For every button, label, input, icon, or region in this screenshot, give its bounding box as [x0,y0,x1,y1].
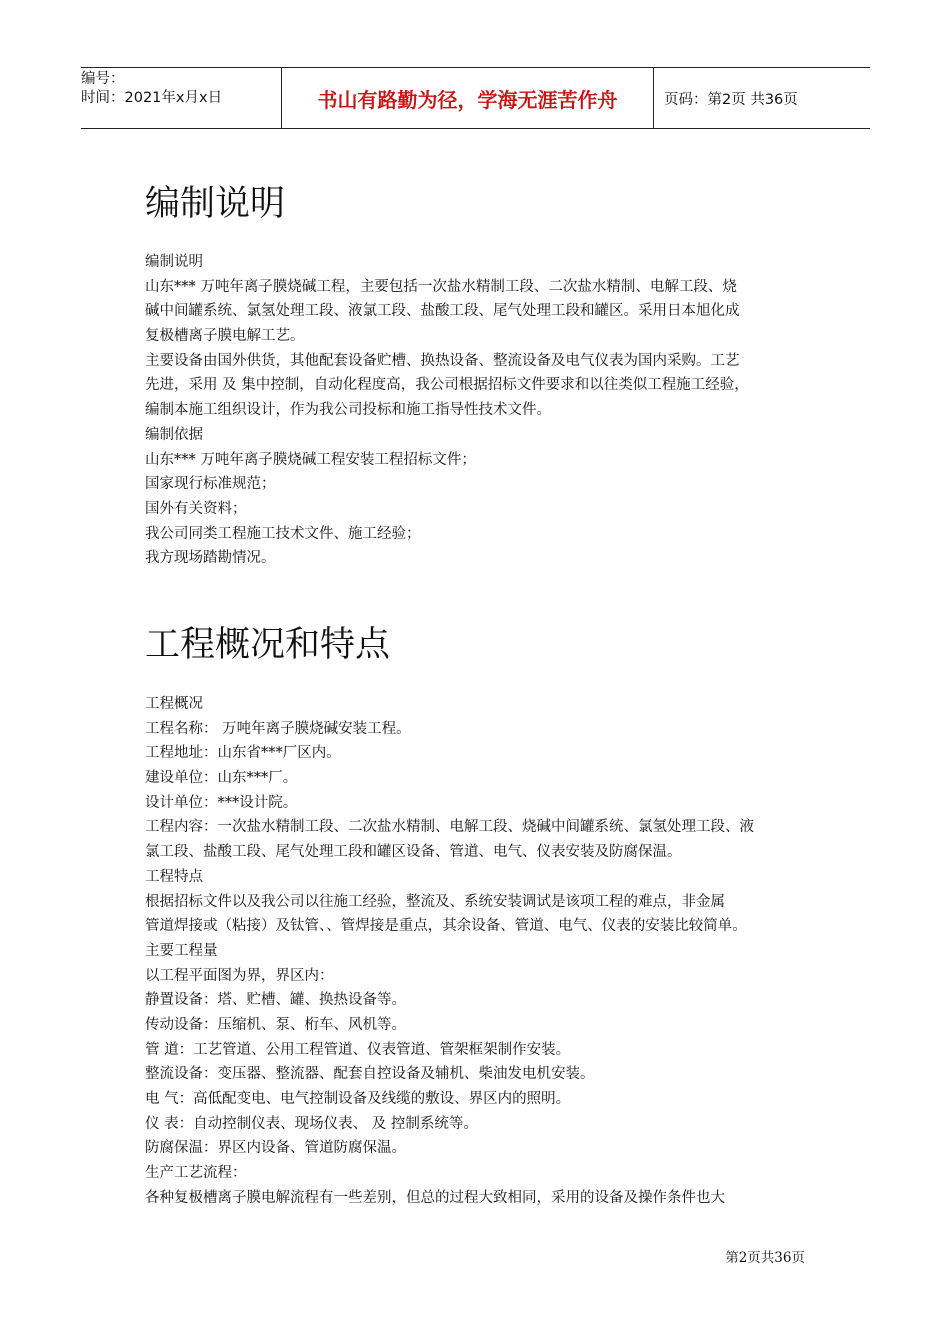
text-line: 整流设备：变压器、整流器、配套自控设备及辅机、柴油发电机安装。 [145,1066,595,1083]
document-time-label: 时间：2021年x月x日 [81,90,223,106]
text-line: 主要工程量 [145,942,218,959]
text-line: 建设单位：山东***厂。 [145,770,298,787]
text-line: 国外有关资料； [145,500,247,517]
section-body-overview [145,692,813,1210]
text-line: 复极槽离子膜电解工艺。 [145,328,305,345]
text-line: 防腐保温：界区内设备、管道防腐保温。 [145,1140,406,1157]
page-header [81,67,870,129]
text-line: 电 气：高低配变电、电气控制设备及线缆的敷设、界区内的照明。 [145,1091,571,1107]
text-line: 设计单位：***设计院。 [145,794,298,811]
header-motto: 书山有路勤为径，学海无涯苦作舟 [282,68,654,128]
text-line: 氯工段、盐酸工段、尾气处理工段和罐区设备、管道、电气、仪表安装及防腐保温。 [145,844,682,861]
text-line: 各种复极槽离子膜电解流程有一些差别，但总的过程大致相同，采用的设备及操作条件也大 [145,1189,725,1206]
text-line: 工程名称： 万吨年离子膜烧碱安装工程。 [145,720,411,737]
document-number-label: 编号： [81,71,125,87]
text-line: 碱中间罐系统、氯氢处理工段、液氯工段、盐酸工段、尾气处理工段和罐区。采用日本旭化成 [145,303,740,320]
text-line: 编制说明 [145,254,203,270]
header-meta [81,68,282,128]
text-line: 工程特点 [145,868,203,885]
text-line: 管 道：工艺管道、公用工程管道、仪表管道、管架框架制作安装。 [145,1041,571,1058]
text-line: 生产工艺流程： [145,1165,247,1182]
text-line: 工程内容：一次盐水精制工段、二次盐水精制、电解工段、烧碱中间罐系统、氯氢处理工段、液 [145,819,754,836]
header-page-number: 页码：第2页 共36页 [664,91,798,108]
text-line: 管道焊接或（粘接）及钛管、、管焊接是重点，其余设备、管道、电气、仪表的安装比较简单。 [145,918,747,935]
text-line: 国家现行标准规范； [145,476,276,493]
text-line: 传动设备：压缩机、泵、桁车、风机等。 [145,1016,406,1033]
text-line: 以工程平面图为界，界区内： [145,967,334,984]
section-body-compilation [145,250,813,571]
page-footer-number: 第2页共36页 [725,1250,805,1266]
text-line: 山东*** 万吨年离子膜烧碱工程安装工程招标文件； [145,451,476,468]
text-line: 仪 表：自动控制仪表、现场仪表、 及 控制系统等。 [145,1115,478,1132]
text-line: 根据招标文件以及我公司以往施工经验，整流及、系统安装调试是该项工程的难点，非金属 [145,893,725,910]
text-line: 静置设备：塔、贮槽、罐、换热设备等。 [145,992,406,1009]
section-title-overview: 工程概况和特点 [145,625,391,665]
text-line: 我方现场踏勘情况。 [145,550,276,567]
text-line: 工程概况 [145,696,203,712]
text-line: 山东*** 万吨年离子膜烧碱工程，主要包括一次盐水精制工段、二次盐水精制、电解工段、烧 [145,278,737,295]
section-title-compilation: 编制说明 [145,184,286,224]
text-line: 工程地址：山东省***厂区内。 [145,745,341,762]
text-line: 先进，采用 及 集中控制，自动化程度高，我公司根据招标文件要求和以往类似工程施工经验， [145,377,749,394]
text-line: 主要设备由国外供货，其他配套设备贮槽、换热设备、整流设备及电气仪表为国内采购。工艺 [145,352,740,369]
text-line: 我公司同类工程施工技术文件、施工经验； [145,525,421,542]
text-line: 编制本施工组织设计，作为我公司投标和施工指导性技术文件。 [145,402,551,419]
text-line: 编制依据 [145,426,203,443]
